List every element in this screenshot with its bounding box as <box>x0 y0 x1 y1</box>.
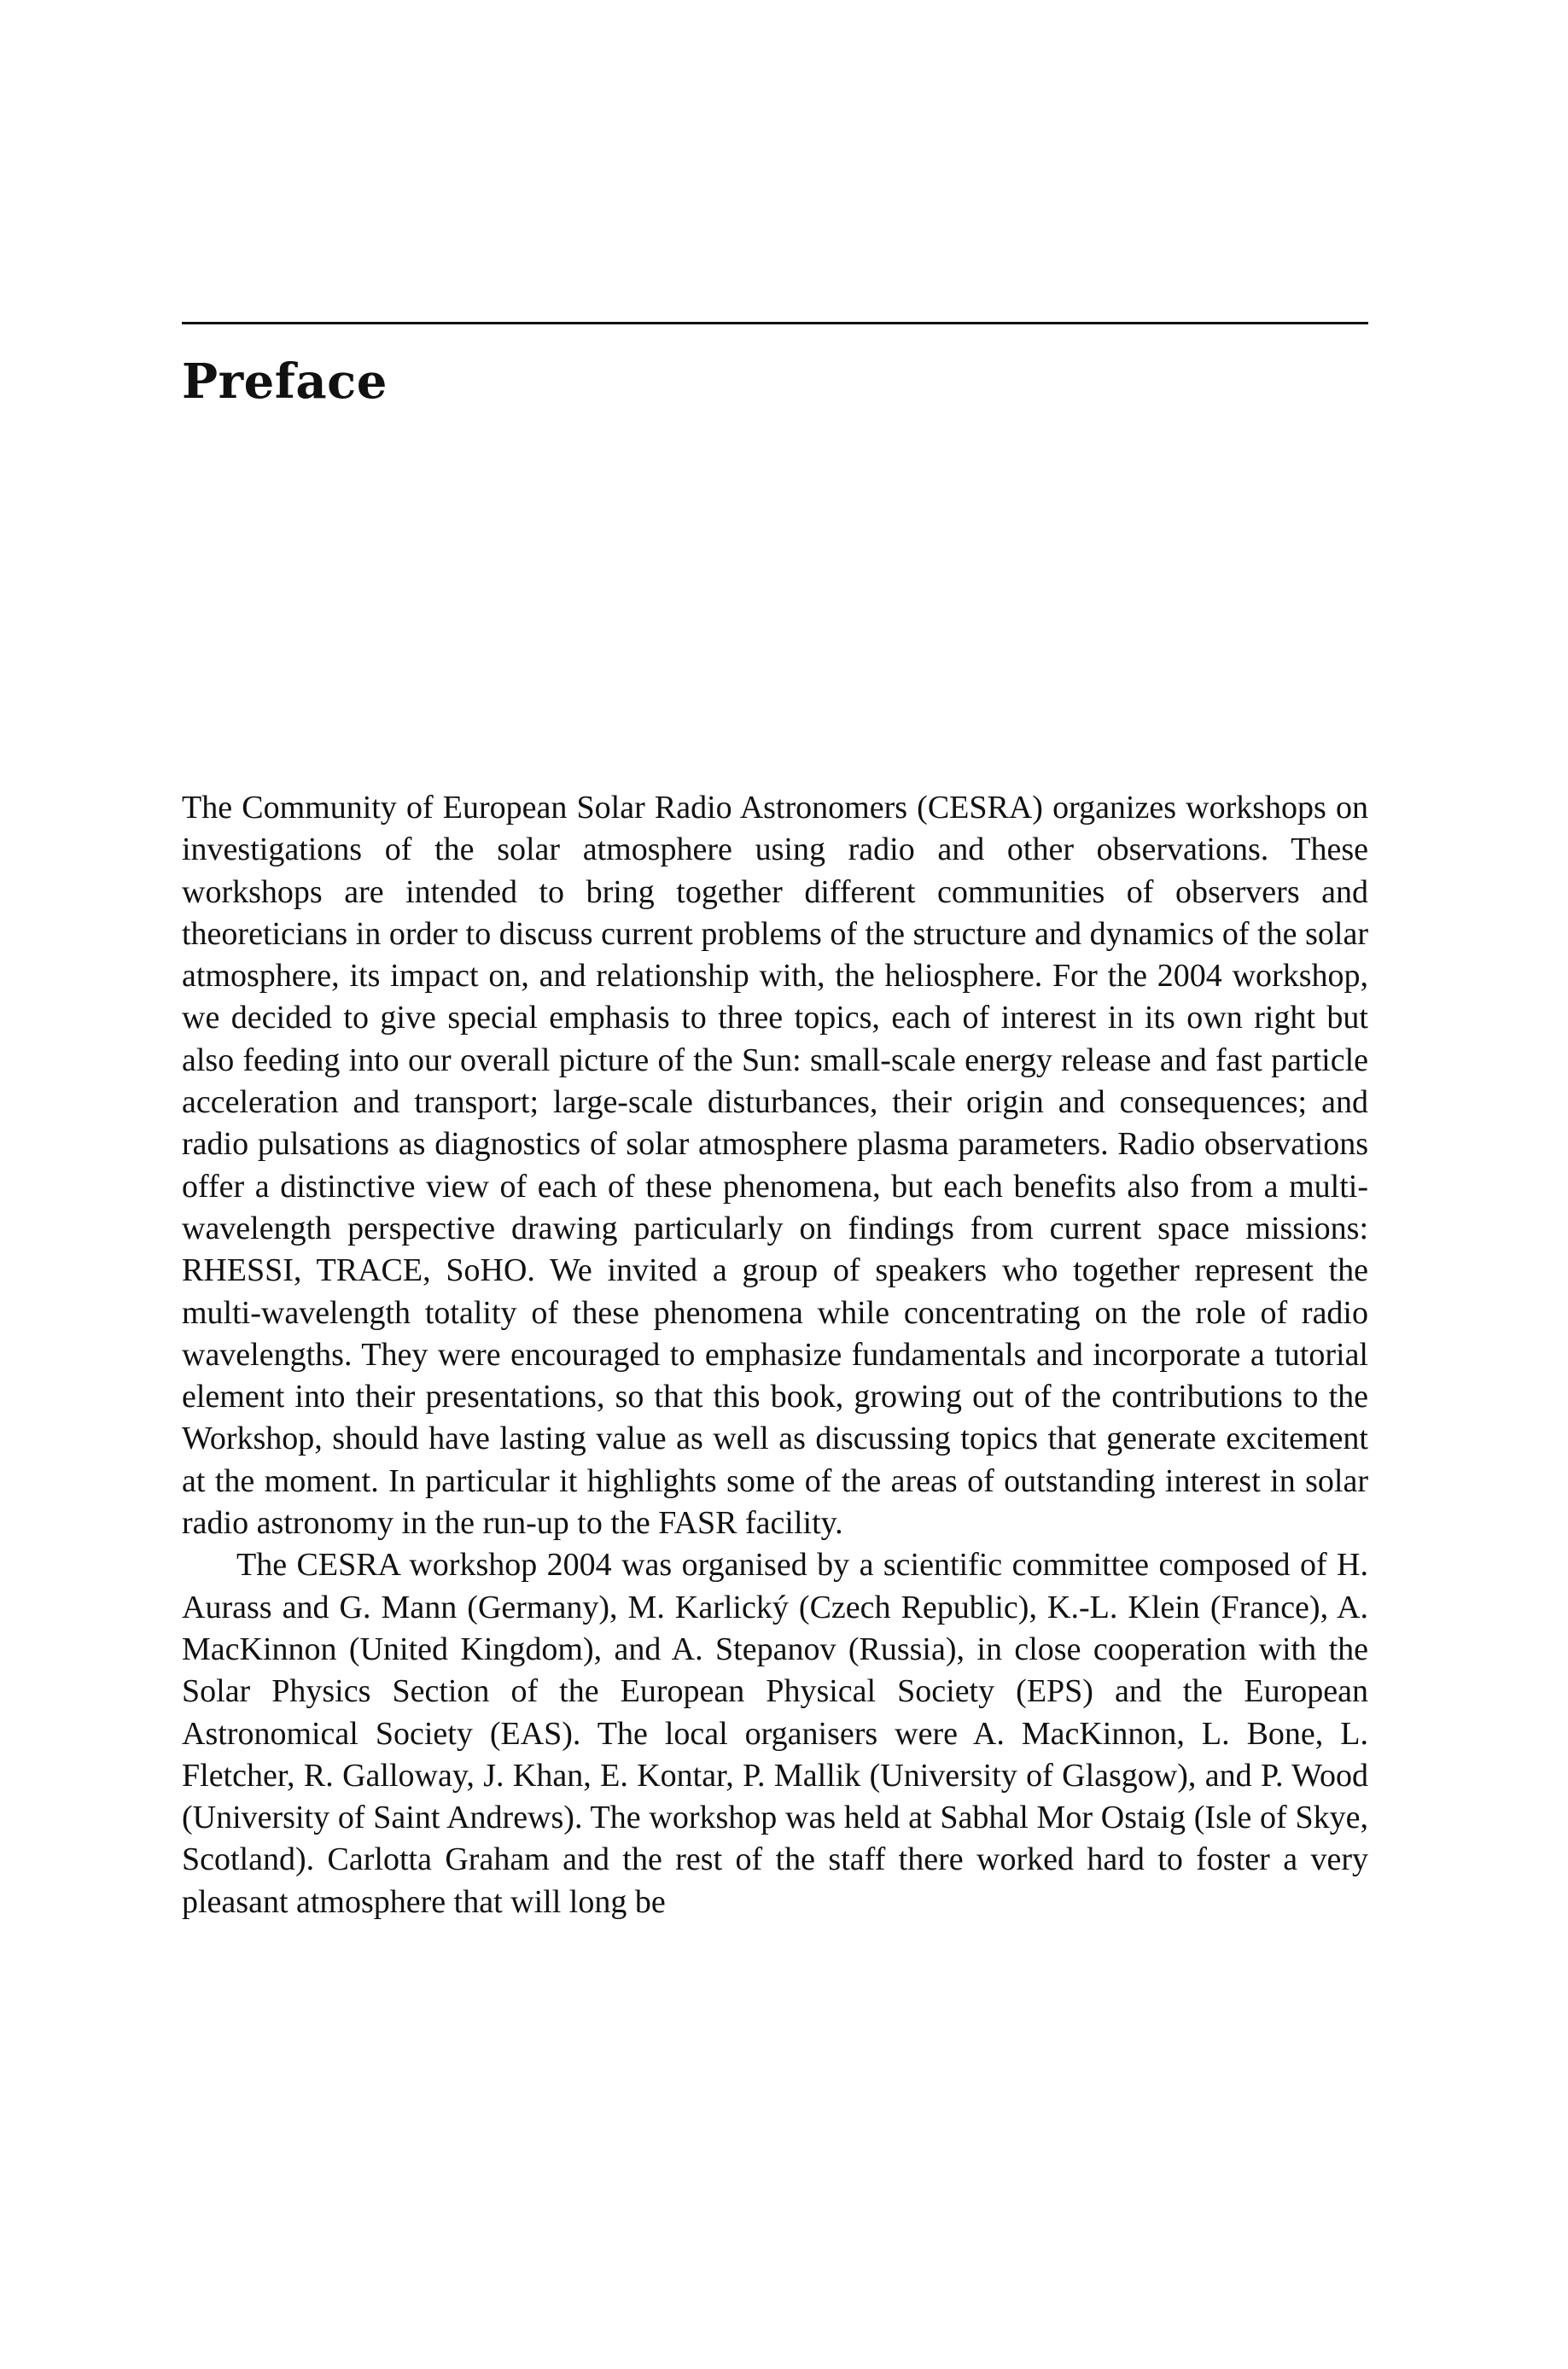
chapter-title: Preface <box>182 353 388 410</box>
paragraph-2: The CESRA workshop 2004 was organised by a scientific committee composed of H. Aurass and G. Mann (Germany), M. Karlický (Czech Republic), K.-L. Klein (France), A. MacKinnon (United Kingdom), and A. Stepanov (Russia), in close cooperation with the Solar Physics Section of the European Physical Society (EPS) and the European Astronomical Society (EAS). The local organisers were A. MacKinnon, L. Bone, L. Fletcher, R. Galloway, J. Khan, E. Kontar, P. Mallik (University of Glasgow), and P. Wood (University of Saint Andrews). The workshop was held at Sabhal Mor Ostaig (Isle of Skye, Scotland). Carlotta Graham and the rest of the staff there worked hard to foster a very pleasant atmosphere that will long be <box>182 1547 1368 1920</box>
body-text <box>182 787 1368 1923</box>
paragraph-1: The Community of European Solar Radio Astronomers (CESRA) organizes workshops on investigations of the solar atmosphere using radio and other observations. These workshops are intended to bring together different communities of observers and theoreticians in order to discuss current problems of the structure and dynamics of the solar atmosphere, its impact on, and relationship with, the heliosphere. For the 2004 workshop, we decided to give special emphasis to three topics, each of interest in its own right but also feeding into our overall picture of the Sun: small-scale energy release and fast particle acceleration and transport; large-scale disturbances, their origin and consequences; and radio pulsations as diagnostics of solar atmosphere plasma parameters. Radio observations offer a distinctive view of each of these phenomena, but each benefits also from a multi-wavelength perspective drawing particularly on findings from current space missions: RHESSI, TRACE, SoHO. We invited a group of speakers who together represent the multi-wavelength totality of these phenomena while concentrating on the role of radio wavelengths. They were encouraged to emphasize fundamentals and incorporate a tutorial element into their presentations, so that this book, growing out of the contributions to the Workshop, should have lasting value as well as discussing topics that generate excitement at the moment. In particular it highlights some of the areas of outstanding interest in solar radio astronomy in the run-up to the FASR facility. <box>182 790 1368 1542</box>
chapter-rule <box>182 322 1368 324</box>
